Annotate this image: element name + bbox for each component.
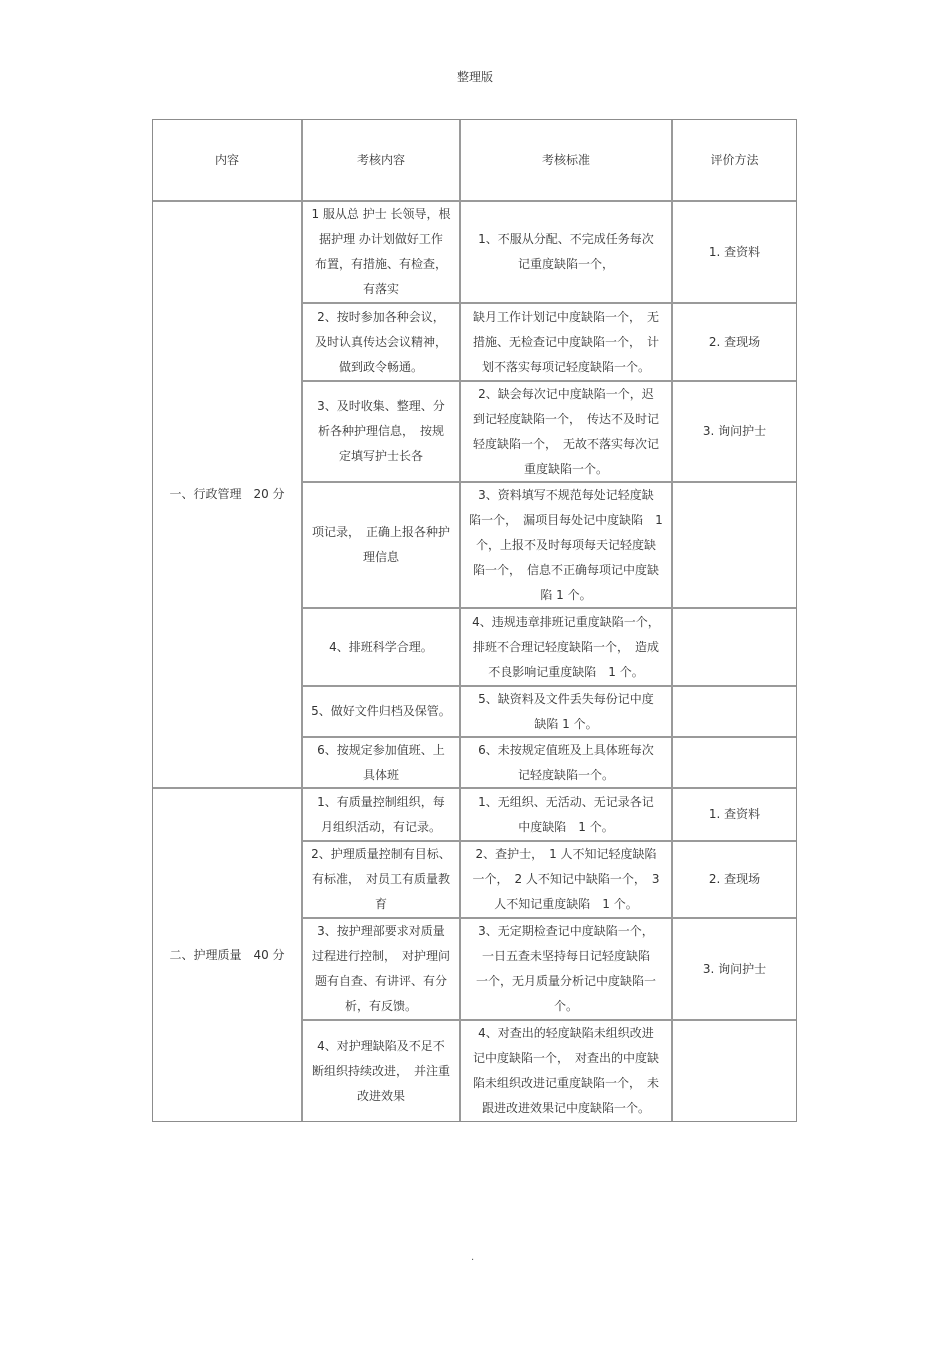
row-content: 项记录， 正确上报各种护 理信息	[302, 482, 460, 608]
row-method: 2. 查现场	[672, 841, 797, 918]
row-content: 4、排班科学合理。	[302, 608, 460, 686]
row-method: 3. 询问护士	[672, 381, 797, 482]
row-standard: 缺月工作计划记中度缺陷一个， 无 措施、无检查记中度缺陷一个， 计 划不落实每项记轻度缺陷一个。	[460, 303, 672, 381]
row-standard: 4、违规违章排班记重度缺陷一个， 排班不合理记轻度缺陷一个， 造成 不良影响记重度缺陷 1 个。	[460, 608, 672, 686]
header-assess-content: 考核内容	[302, 119, 460, 201]
row-method: 1. 查资料	[672, 788, 797, 841]
assessment-table	[152, 119, 797, 1122]
row-standard: 3、资料填写不规范每处记轻度缺 陷一个， 漏项目每处记中度缺陷 1 个，上报不及时每项每天记轻度缺 陷一个， 信息不正确每项记中度缺 陷 1 个。	[460, 482, 672, 608]
header-method: 评价方法	[672, 119, 797, 201]
section-label: 二、护理质量 40 分	[152, 788, 302, 1122]
row-method	[672, 686, 797, 737]
row-content: 1 服从总 护士 长领导，根 据护理 办计划做好工作 布置，有措施、有检查， 有落实	[302, 201, 460, 303]
row-standard: 1、不服从分配、不完成任务每次 记重度缺陷一个，	[460, 201, 672, 303]
row-content: 3、及时收集、整理、分 析各种护理信息， 按规 定填写护士长各	[302, 381, 460, 482]
section-label: 一、行政管理 20 分	[152, 201, 302, 788]
row-standard: 1、无组织、无活动、无记录各记 中度缺陷 1 个。	[460, 788, 672, 841]
footer-mark: .	[471, 1252, 475, 1263]
row-content: 3、按护理部要求对质量 过程进行控制， 对护理问 题有自查、有讲评、有分 析，有反馈。	[302, 918, 460, 1020]
row-method: 2. 查现场	[672, 303, 797, 381]
row-method: 1. 查资料	[672, 201, 797, 303]
header-content: 内容	[152, 119, 302, 201]
header-assess-standard: 考核标准	[460, 119, 672, 201]
row-standard: 6、未按规定值班及上具体班每次 记轻度缺陷一个。	[460, 737, 672, 788]
row-content: 4、对护理缺陷及不足不 断组织持续改进， 并注重 改进效果	[302, 1020, 460, 1122]
row-content: 1、有质量控制组织，每 月组织活动，有记录。	[302, 788, 460, 841]
row-method	[672, 608, 797, 686]
row-content: 5、做好文件归档及保管。	[302, 686, 460, 737]
row-method	[672, 737, 797, 788]
row-standard: 4、对查出的轻度缺陷未组织改进 记中度缺陷一个， 对查出的中度缺 陷未组织改进记重度缺陷一个， 未 跟进改进效果记中度缺陷一个。	[460, 1020, 672, 1122]
row-standard: 2、缺会每次记中度缺陷一个，迟 到记轻度缺陷一个， 传达不及时记 轻度缺陷一个， 无故不落实每次记 重度缺陷一个。	[460, 381, 672, 482]
row-method: 3. 询问护士	[672, 918, 797, 1020]
row-content: 2、护理质量控制有目标、 有标准， 对员工有质量教 育	[302, 841, 460, 918]
row-content: 2、按时参加各种会议， 及时认真传达会议精神， 做到政令畅通。	[302, 303, 460, 381]
row-standard: 2、查护士， 1 人不知记轻度缺陷 一个， 2 人不知记中缺陷一个， 3 人不知记重度缺陷 1 个。	[460, 841, 672, 918]
page-title: 整理版	[456, 70, 493, 84]
row-standard: 5、缺资料及文件丢失每份记中度 缺陷 1 个。	[460, 686, 672, 737]
row-content: 6、按规定参加值班、上 具体班	[302, 737, 460, 788]
row-standard: 3、无定期检查记中度缺陷一个， 一日五查未坚持每日记轻度缺陷 一个，无月质量分析记中度缺陷一 个。	[460, 918, 672, 1020]
row-method	[672, 1020, 797, 1122]
row-method	[672, 482, 797, 608]
